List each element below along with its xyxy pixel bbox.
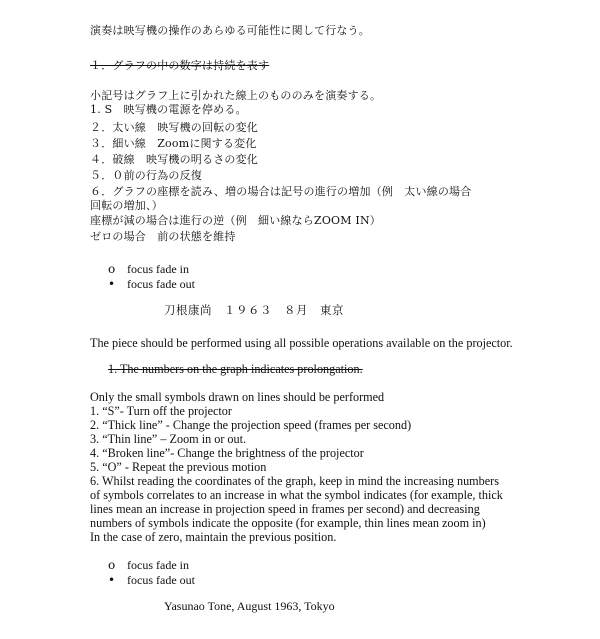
en-intro: The piece should be performed using all possible operations available on the projector. bbox=[90, 336, 513, 350]
jp-symbols-intro: 小記号はグラフ上に引かれた線上のもののみを演奏する。 bbox=[90, 89, 382, 102]
jp-item-7: 座標が減の場合は進行の逆（例 細い線ならZOOM IN） bbox=[90, 214, 382, 227]
en-bullet-1-mark: o bbox=[108, 558, 116, 572]
en-item-6-cont-3: numbers of symbols indicate the opposite (for example, thin lines mean zoom in) bbox=[90, 516, 486, 530]
jp-item-6: ６．グラフの座標を読み、増の場合は記号の進行の増加（例 太い線の場合 bbox=[90, 185, 472, 198]
jp-bullet-1-mark: o bbox=[108, 262, 116, 276]
en-struck-line: 1. The numbers on the graph indicates prolongation. bbox=[108, 362, 363, 376]
jp-item-3: ３．細い線 Zoomに関する変化 bbox=[90, 137, 257, 150]
jp-intro: 演奏は映写機の操作のあらゆる可能性に関して行なう。 bbox=[90, 24, 370, 37]
en-item-3: 3. “Thin line” – Zoom in or out. bbox=[90, 432, 247, 446]
en-zero-case: In the case of zero, maintain the previous position. bbox=[90, 530, 337, 544]
en-item-1: 1. “S”- Turn off the projector bbox=[90, 404, 232, 418]
jp-item-5: ５．０前の行為の反復 bbox=[90, 169, 202, 182]
en-item-6: 6. Whilst reading the coordinates of the graph, keep in mind the increasing numbers bbox=[90, 474, 499, 488]
jp-item-6-cont: 回転の増加、） bbox=[90, 199, 163, 212]
jp-signature: 刀根康尚 １９６３ ８月 東京 bbox=[164, 305, 344, 317]
en-bullet-2-mark: • bbox=[108, 573, 116, 587]
en-bullet-1-text: focus fade in bbox=[127, 558, 189, 572]
en-bullet-2-text: focus fade out bbox=[127, 573, 195, 587]
jp-struck-line: １．グラフの中の数字は持続を表す bbox=[90, 59, 270, 72]
jp-bullet-2-mark: • bbox=[108, 277, 116, 291]
en-signature: Yasunao Tone, August 1963, Tokyo bbox=[164, 599, 335, 613]
jp-bullet-1-text: focus fade in bbox=[127, 262, 189, 276]
en-symbols-intro: Only the small symbols drawn on lines should be performed bbox=[90, 390, 385, 404]
jp-item-8: ゼロの場合 前の状態を維持 bbox=[90, 230, 236, 243]
jp-item-2: ２．太い線 映写機の回転の変化 bbox=[90, 121, 258, 134]
en-item-6-cont-1: of symbols correlates to an increase in what the symbol indicates (for example, thick bbox=[90, 488, 503, 502]
jp-bullet-2-text: focus fade out bbox=[127, 277, 195, 291]
jp-item-4: ４．破線 映写機の明るさの変化 bbox=[90, 153, 258, 166]
en-item-4: 4. “Broken line”- Change the brightness of the projector bbox=[90, 446, 364, 460]
en-item-6-cont-2: lines mean an increase in projection speed in frames per second) and decreasing bbox=[90, 502, 480, 516]
en-item-2: 2. “Thick line” - Change the projection speed (frames per second) bbox=[90, 418, 412, 432]
jp-item-1: 1. S 映写機の電源を停める。 bbox=[90, 103, 247, 116]
en-item-5: 5. “O” - Repeat the previous motion bbox=[90, 460, 267, 474]
